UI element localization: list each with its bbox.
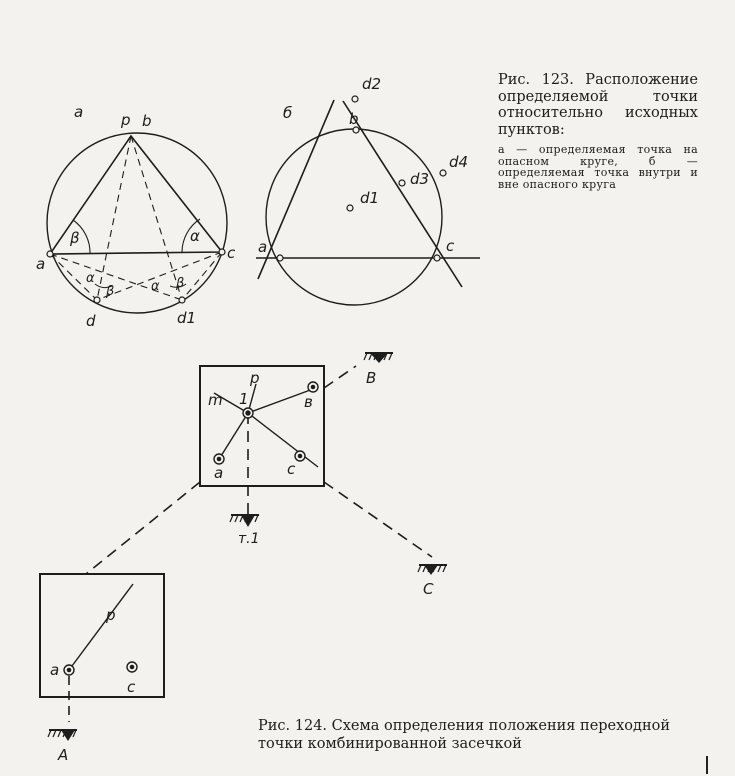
point-d1-marker: [179, 297, 185, 303]
point-d-label: d: [86, 312, 96, 330]
lower-p-label: p: [106, 606, 116, 624]
upper-p-label: p: [250, 369, 260, 387]
point-d4-marker: [440, 170, 446, 176]
station-B-label: В: [366, 369, 377, 387]
point-p-label: p: [121, 111, 131, 129]
point-d1b-label: d1: [360, 189, 380, 207]
point-b2-label: b: [349, 110, 359, 128]
angle-alpha-d: α: [86, 271, 95, 286]
station-T1: [230, 515, 260, 547]
angle-beta-d1: β: [176, 276, 185, 291]
point-d2-marker: [352, 96, 358, 102]
upper-m-label: m: [208, 391, 223, 409]
fig123-panel-a: [47, 133, 227, 313]
danger-circle-b: [266, 129, 442, 305]
fig123-caption-title: Рис. 123. Расположение определяемой точки относительно исходных пунктов:: [498, 72, 698, 138]
station-A-label: А: [58, 746, 69, 764]
point-d-marker: [94, 297, 100, 303]
point-b-label: b: [142, 112, 152, 130]
upper-center-label: 1: [239, 390, 249, 408]
fig123-caption: [498, 72, 698, 190]
fig123-caption-legend: а — определяемая точка на опасном круге, б — определяемая точка внутри и вне опасного круга: [498, 143, 698, 191]
point-c2-marker: [434, 255, 440, 261]
panel-b-label: б: [283, 104, 293, 122]
upper-c-label: с: [287, 460, 296, 478]
point-d1b-marker: [347, 205, 353, 211]
lower-c-label: с: [127, 678, 136, 696]
point-d3-label: d3: [410, 170, 430, 188]
point-d3-marker: [399, 180, 405, 186]
point-a-label: a: [36, 255, 46, 273]
angle-alpha-top: α: [190, 227, 200, 245]
angle-beta-top: β: [70, 229, 80, 247]
lower-a-label: а: [50, 661, 60, 679]
station-B: [364, 353, 393, 387]
upper-b-label: в: [304, 393, 313, 411]
fig124-lower: [40, 574, 164, 722]
station-A: [48, 730, 77, 764]
angle-alpha-d1: α: [151, 279, 160, 294]
upper-a-label: а: [214, 464, 224, 482]
point-c2-label: c: [446, 237, 455, 255]
fig124-caption: Рис. 124. Схема определения положения переходной точки комбинированной засечкой: [258, 718, 671, 752]
station-T1-label: т.1: [238, 531, 260, 547]
point-a2-label: a: [258, 238, 268, 256]
point-d1-label: d1: [177, 309, 197, 327]
angle-beta-d: β: [106, 284, 115, 299]
point-c-marker: [219, 249, 225, 255]
station-C-label: С: [423, 580, 434, 598]
page-edge-mark: [706, 756, 708, 774]
point-c-label: c: [227, 244, 236, 262]
panel-a-label: а: [74, 103, 84, 121]
point-d2-label: d2: [362, 75, 382, 93]
point-a-marker: [47, 251, 53, 257]
point-a2-marker: [277, 255, 283, 261]
point-d4-label: d4: [449, 153, 469, 171]
station-C: [418, 565, 447, 598]
